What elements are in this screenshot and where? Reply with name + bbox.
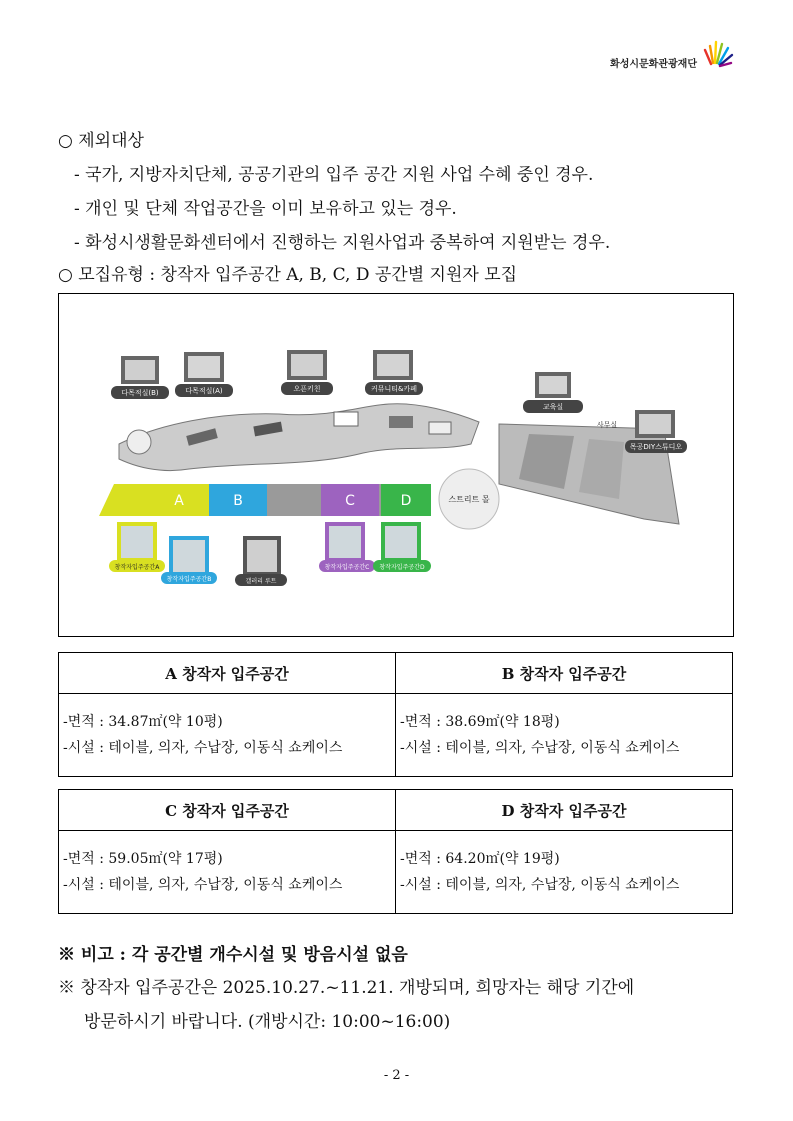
space-area: -면적 : 38.69㎡(약 18평)	[400, 714, 560, 730]
room-label: 사무실	[596, 421, 618, 429]
floor-plan	[58, 293, 734, 637]
room-card	[175, 352, 233, 397]
svg-text:창작자입주공간B: 창작자입주공간B	[166, 576, 212, 583]
space-header: A 창작자 입주공간	[59, 653, 396, 694]
space-table-cd	[58, 789, 733, 914]
zone-label: C	[345, 493, 355, 509]
room-card	[111, 356, 169, 399]
zone-photo	[373, 522, 431, 572]
space-facility: -시설 : 테이블, 의자, 수납장, 이동식 쇼케이스	[63, 877, 343, 893]
svg-text:창작자입주공간C: 창작자입주공간C	[324, 564, 370, 571]
zone-label: B	[233, 493, 243, 509]
room-card	[281, 350, 333, 395]
svg-text:창작자입주공간A: 창작자입주공간A	[114, 564, 160, 571]
note-visit-cont: 방문하시기 바랍니다. (개방시간: 10:00~16:00)	[84, 1012, 451, 1032]
zone-label: A	[174, 493, 184, 509]
space-area: -면적 : 64.20㎡(약 19평)	[400, 851, 560, 867]
org-logo	[610, 36, 735, 70]
street-mall-label: 스트리트 몰	[448, 495, 490, 504]
room-label: 오픈키친	[293, 385, 321, 393]
space-area: -면적 : 59.05㎡(약 17평)	[63, 851, 223, 867]
note-visit: ※ 창작자 입주공간은 2025.10.27.~11.21. 개방되며, 희망자는 해당 기간에	[58, 978, 635, 998]
svg-text:창작자입주공간D: 창작자입주공간D	[379, 564, 425, 571]
room-label: 교육실	[542, 403, 564, 411]
room-card	[523, 372, 583, 413]
space-facility: -시설 : 테이블, 의자, 수납장, 이동식 쇼케이스	[400, 877, 680, 893]
room-card	[365, 350, 423, 395]
note-remark: ※ 비고 : 각 공간별 개수시설 및 방음시설 없음	[58, 945, 408, 965]
space-details	[59, 831, 396, 914]
space-header: B 창작자 입주공간	[396, 653, 733, 694]
space-details	[59, 694, 396, 777]
zone-photo	[319, 522, 375, 572]
logo-burst-icon	[701, 36, 735, 70]
room-label: 목공DIY스튜디오	[629, 443, 683, 451]
space-facility: -시설 : 테이블, 의자, 수납장, 이동식 쇼케이스	[63, 740, 343, 756]
exclusion-item: - 개인 및 단체 작업공간을 이미 보유하고 있는 경우.	[74, 199, 457, 219]
space-facility: -시설 : 테이블, 의자, 수납장, 이동식 쇼케이스	[400, 740, 680, 756]
recruit-title: ○ 모집유형 : 창작자 입주공간 A, B, C, D 공간별 지원자 모집	[58, 265, 518, 285]
org-name: 화성시문화관광재단	[610, 59, 697, 70]
space-table-ab	[58, 652, 733, 777]
space-details	[396, 694, 733, 777]
room-label: 다목적실(B)	[121, 389, 159, 397]
exclusion-title: ○ 제외대상	[58, 131, 144, 151]
zone-photo	[109, 522, 165, 572]
exclusion-item: - 국가, 지방자치단체, 공공기관의 입주 공간 지원 사업 수혜 중인 경우.	[74, 165, 594, 185]
zone-photo	[235, 536, 287, 586]
room-label: 커뮤니티&카페	[370, 385, 418, 393]
space-area: -면적 : 34.87㎡(약 10평)	[63, 714, 223, 730]
zone-label: D	[400, 493, 412, 509]
space-details	[396, 831, 733, 914]
zone-photo	[161, 536, 217, 584]
space-header: C 창작자 입주공간	[59, 790, 396, 831]
exclusion-item: - 화성시생활문화센터에서 진행하는 지원사업과 중복하여 지원받는 경우.	[74, 233, 611, 253]
svg-text:갤러리 루트: 갤러리 루트	[245, 578, 277, 585]
room-label: 다목적실(A)	[185, 387, 223, 395]
space-header: D 창작자 입주공간	[396, 790, 733, 831]
page-number: - 2 -	[383, 1068, 410, 1083]
